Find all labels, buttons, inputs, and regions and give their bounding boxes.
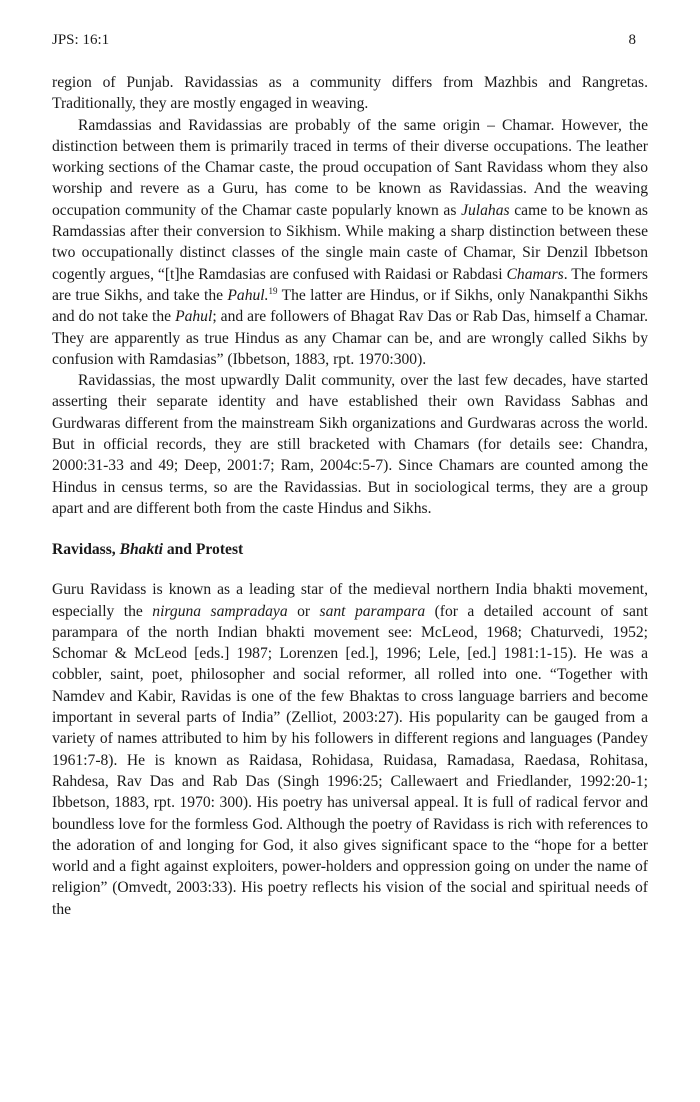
heading-text: Ravidass, — [52, 541, 120, 559]
heading-italic: Bhakti — [119, 541, 163, 559]
footnote-marker[interactable]: 19 — [268, 285, 278, 296]
paragraph-guru-ravidass — [52, 579, 648, 920]
paragraph-continued: region of Punjab. Ravidassias as a community differs from Mazhbis and Rangretas. Traditionally, they are mostly engaged in weaving. — [52, 74, 648, 113]
italic-term: sant parampara — [319, 602, 426, 620]
text-run: Ramdassias and Ravidassias are probably of the same origin – Chamar. However, the distinction between them is primarily traced in terms of their diverse occupations. The leather working sections of the Chamar caste, the proud occupation of Sant Ravidass whom they also worship and revere as a Guru, has come to be known as Ravidassias. And the weaving occupation community of the Chamar caste popularly known as — [52, 116, 648, 219]
text-run: . The formers are true Sikhs, and take the — [52, 265, 648, 304]
journal-issue: JPS: 16:1 — [52, 32, 110, 48]
text-run: or — [287, 602, 320, 620]
italic-term: Pahul — [175, 308, 213, 326]
paragraph-ravidassias: Ravidassias, the most upwardly Dalit community, over the last few decades, have started asserting their separate identity and have established their own Ravidass Sabhas and Gurdwaras different from the mainstream Sikh organizations and Gurdwaras across the world. But in official records, they are still bracketed with Chamars (for details see: Chandra, 2000:31-33 and 49; Deep, 2001:7; Ram, 2004c:5-7). Since Chamars are counted among the Hindus in census terms, so are the Ravidassias. But in sociological terms, they are a group apart and are different both from the caste Hindus and Sikhs. — [52, 372, 648, 517]
body-text — [52, 72, 648, 920]
text-run: Guru Ravidass is known as a leading star of the medieval northern India bhakti movement, especially the — [52, 581, 648, 620]
italic-term: Chamars — [506, 265, 564, 283]
text-run: ; and are followers of Bhagat Rav Das or Rab Das, himself a Chamar. They are apparently as true Hindus as any Chamar can be, and are wrongly called Sikhs by confusion with Ramdasias” (Ibbetson, 1883, rpt. 1970:300). — [52, 308, 648, 368]
paragraph-ramdassias — [52, 115, 648, 371]
text-run: (for a detailed account of sant parampara of the north Indian bhakti movement see: McLeod, 1968; Chaturvedi, 1952; Schomar & McLeod [eds.] 1987; Lorenzen [ed.], 1996; Lele, [ed.] 1981:1-15). He was a cobbler, saint, poet, philosopher and social reformer, all rolled into one. “Together with Namdev and Kabir, Ravidas is one of the few Bhaktas to cross language barriers and become important in several parts of India” (Zelliot, 2003:27). His popularity can be gauged from a variety of names attributed to him by his followers in different regions and languages (Pandey 1961:7-8). He is known as Raidasa, Rohidasa, Ruidasa, Ramadasa, Raedasa, Rohitasa, Rahdesa, Rav Das and Rab Das (Singh 1996:25; Callewaert and Friedlander, 1992:20-1; Ibbetson, 1883, rpt. 1970: 300). His poetry has universal appeal. It is full of radical fervor and boundless love for the formless God. Although the poetry of Ravidass is rich with references to the adoration of and longing for God, it also gives significant space to the “hope for a better world and a fight against exploiters, power-holders and oppression going on under the name of religion” (Omvedt, 2003:33). His poetry reflects his vision of the social and spiritual needs of the — [52, 602, 649, 918]
text-run: The latter are Hindus, or if Sikhs, only Nanakpanthi Sikhs and do not take the — [52, 286, 648, 326]
section-heading — [52, 539, 648, 560]
heading-text: and Protest — [162, 541, 244, 559]
italic-term: Julahas — [461, 201, 510, 219]
italic-term: Pahul. — [227, 286, 269, 304]
italic-term: nirguna sampradaya — [152, 602, 288, 620]
page-number: 8 — [628, 32, 636, 48]
text-run: came to be known as Ramdassias after their conversion to Sikhism. While making a sharp distinction between these two occupationally distinct classes of the single main caste of Chamar, Sir Denzil Ibbetson cogently argues, “[t]he Ramdasias are confused with Raidasi or Rabdasi — [52, 201, 648, 283]
